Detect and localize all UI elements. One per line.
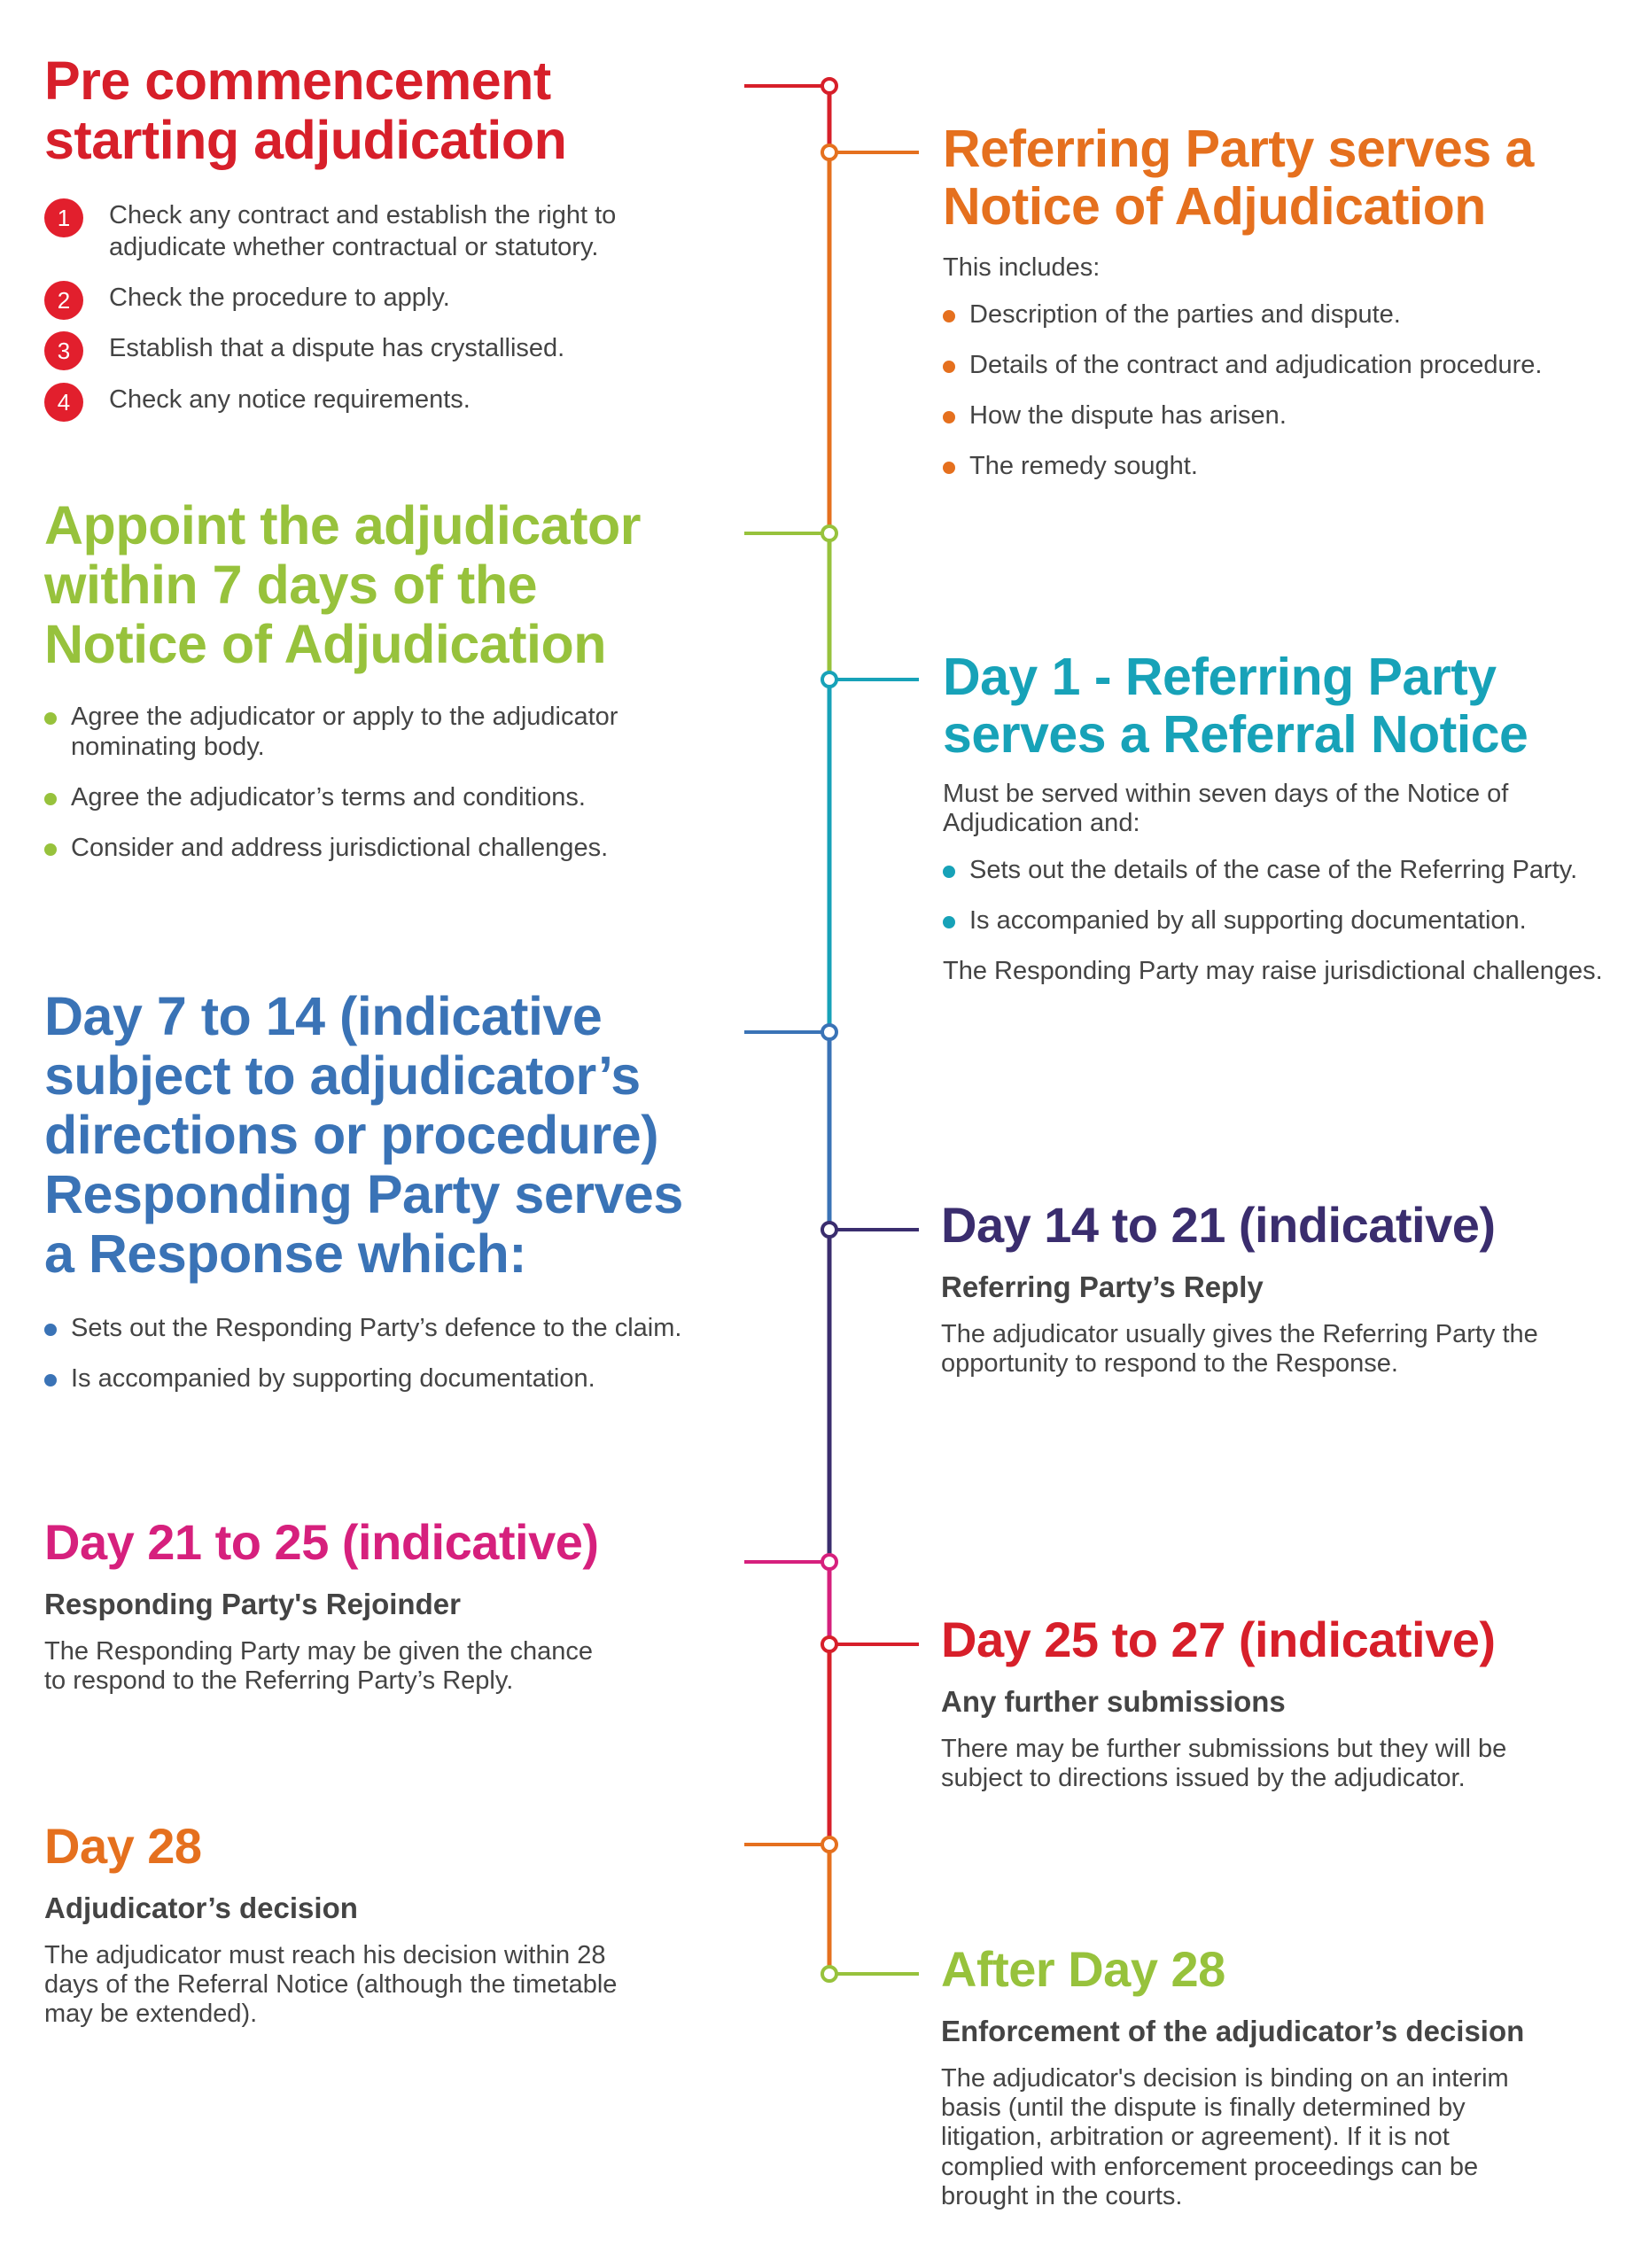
list-item: Sets out the details of the case of the Referring Party. xyxy=(943,856,1643,886)
referral-list xyxy=(943,856,1643,936)
step-item: 3 Establish that a dispute has crystallised. xyxy=(44,333,718,364)
notice-section xyxy=(943,120,1634,502)
decision-text: The adjudicator must reach his decision within 28 days of the Referral Notice (although the timetable may be extended). xyxy=(44,1940,618,2029)
notice-list xyxy=(943,300,1634,482)
step-number-badge: 2 xyxy=(44,281,83,320)
node-response xyxy=(822,1025,836,1039)
response-list xyxy=(44,1314,744,1394)
list-item: The remedy sought. xyxy=(943,452,1634,482)
node-appoint xyxy=(822,526,836,540)
referral-section xyxy=(943,649,1643,987)
further-text: There may be further submissions but they will be subject to directions issued by the adjudicator. xyxy=(941,1734,1507,1792)
bullet-dot-icon xyxy=(44,1324,57,1336)
list-item: Is accompanied by supporting documentation. xyxy=(44,1364,744,1394)
list-item: Is accompanied by all supporting documentation. xyxy=(943,906,1643,936)
node-reply xyxy=(822,1223,836,1237)
reply-title: Day 14 to 21 (indicative) xyxy=(941,1197,1496,1253)
node-decision xyxy=(822,1837,836,1852)
node-rejoinder xyxy=(822,1555,836,1569)
pre-commencement-steps xyxy=(44,200,718,416)
appoint-title: Appoint the adjudicator within 7 days of the Notice of Adjudication xyxy=(44,495,642,675)
pre-commencement-section xyxy=(44,51,718,435)
further-section xyxy=(941,1612,1614,1793)
bullet-dot-icon xyxy=(44,712,57,725)
bullet-dot-icon xyxy=(943,866,955,878)
bullet-dot-icon xyxy=(44,1374,57,1386)
further-subtitle: Any further submissions xyxy=(941,1684,1286,1718)
step-item: 2 Check the procedure to apply. xyxy=(44,283,718,314)
after-section xyxy=(941,1942,1614,2211)
node-notice xyxy=(822,145,836,159)
decision-subtitle: Adjudicator’s decision xyxy=(44,1891,358,1924)
node-referral xyxy=(822,672,836,687)
list-item: Consider and address jurisdictional challenges. xyxy=(44,834,691,864)
rejoinder-subtitle: Responding Party's Rejoinder xyxy=(44,1587,461,1620)
response-section xyxy=(44,987,744,1415)
referral-intro: Must be served within seven days of the Notice of Adjudication and: xyxy=(943,779,1509,838)
bullet-dot-icon xyxy=(943,462,955,474)
reply-subtitle: Referring Party’s Reply xyxy=(941,1270,1264,1303)
bullet-dot-icon xyxy=(44,793,57,805)
referral-note: The Responding Party may raise jurisdictional challenges. xyxy=(943,957,1603,986)
response-title: Day 7 to 14 (indicative subject to adjudicator’s directions or procedure) Responding Party serves a Response which: xyxy=(44,986,683,1285)
bullet-dot-icon xyxy=(44,843,57,856)
reply-section xyxy=(941,1198,1614,1379)
after-title: After Day 28 xyxy=(941,1941,1225,1997)
after-subtitle: Enforcement of the adjudicator’s decision xyxy=(941,2014,1525,2047)
list-item: Description of the parties and dispute. xyxy=(943,300,1634,330)
bullet-dot-icon xyxy=(943,411,955,423)
notice-title: Referring Party serves a Notice of Adjudication xyxy=(943,120,1534,236)
rejoinder-title: Day 21 to 25 (indicative) xyxy=(44,1514,599,1570)
list-item: Agree the adjudicator’s terms and conditions. xyxy=(44,783,691,813)
appoint-section xyxy=(44,496,727,884)
node-further xyxy=(822,1637,836,1651)
list-item: Details of the contract and adjudication procedure. xyxy=(943,351,1634,381)
list-item: How the dispute has arisen. xyxy=(943,401,1634,431)
decision-title: Day 28 xyxy=(44,1818,202,1874)
bullet-dot-icon xyxy=(943,310,955,322)
referral-title: Day 1 - Referring Party serves a Referral Notice xyxy=(943,648,1528,764)
node-after xyxy=(822,1967,836,1981)
pre-commencement-title: Pre commencement starting adjudication xyxy=(44,50,567,171)
bullet-dot-icon xyxy=(943,916,955,928)
list-item: Agree the adjudicator or apply to the adjudicator nominating body. xyxy=(44,703,691,763)
rejoinder-section xyxy=(44,1515,727,1696)
appoint-list xyxy=(44,703,691,864)
step-number-badge: 1 xyxy=(44,198,83,237)
list-item: Sets out the Responding Party’s defence to the claim. xyxy=(44,1314,744,1344)
further-title: Day 25 to 27 (indicative) xyxy=(941,1612,1496,1667)
notice-intro: This includes: xyxy=(943,252,1101,282)
step-item: 4 Check any notice requirements. xyxy=(44,384,718,416)
reply-text: The adjudicator usually gives the Referring Party the opportunity to respond to the Response. xyxy=(941,1319,1538,1378)
step-number-badge: 4 xyxy=(44,383,83,422)
step-number-badge: 3 xyxy=(44,331,83,370)
after-text: The adjudicator's decision is binding on an interim basis (until the dispute is finally determined by litigation, arbitration or agreement). If it is not complied with enforcement proceedings can be brought in the courts. xyxy=(941,2063,1509,2210)
bullet-dot-icon xyxy=(943,361,955,373)
decision-section xyxy=(44,1819,727,2030)
step-item: 1 Check any contract and establish the right to adjudicate whether contractual or statutory. xyxy=(44,200,718,263)
rejoinder-text: The Responding Party may be given the chance to respond to the Referring Party’s Reply. xyxy=(44,1636,594,1695)
node-pre xyxy=(822,79,836,93)
